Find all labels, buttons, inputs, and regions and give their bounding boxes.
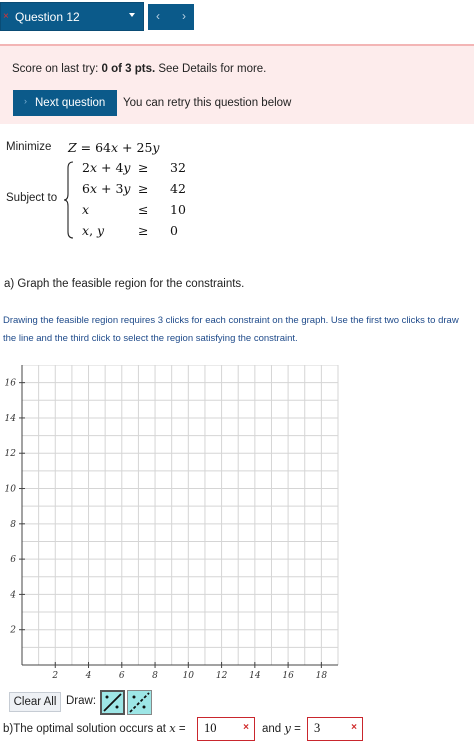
c2-var-y: y xyxy=(123,181,131,196)
chevron-right-icon: › xyxy=(24,96,27,106)
part-b-y-var: y xyxy=(284,721,291,735)
feasible-region-graph[interactable] xyxy=(0,365,474,685)
y-answer-value: 3 xyxy=(314,721,321,735)
x-tick-label: 14 xyxy=(249,671,261,681)
y-tick-label: 2 xyxy=(10,625,16,636)
c1-var-x: x xyxy=(89,160,98,175)
y-tick-label: 14 xyxy=(4,413,16,424)
objective-var: Z xyxy=(68,140,77,155)
c1-op: + xyxy=(97,160,116,175)
c4-rhs: 0 xyxy=(170,223,178,238)
constraint-3 xyxy=(82,202,89,217)
objective-c2: 25 xyxy=(136,140,153,155)
constraint-2 xyxy=(82,181,130,196)
x-tick-label: 12 xyxy=(215,671,228,681)
question-toolbar xyxy=(0,0,474,34)
subject-to-label: Subject to xyxy=(6,192,58,204)
part-b-x-equals: = xyxy=(175,723,186,735)
next-question-label: Next question xyxy=(35,97,106,109)
x-tick-label: 8 xyxy=(152,671,158,681)
next-question-arrow-button[interactable]: › xyxy=(182,9,186,23)
c2-rhs: 42 xyxy=(170,181,186,196)
y-tick-label: 6 xyxy=(10,555,16,566)
score-prefix: Score on last try: xyxy=(12,63,102,75)
question-select-label: Question 12 xyxy=(15,10,80,24)
objective-function xyxy=(68,140,159,155)
part-b-prefix: b)The optimal solution occurs at xyxy=(3,723,170,735)
part-b-and: and xyxy=(262,723,285,735)
question-nav xyxy=(148,4,194,30)
x-answer-input[interactable] xyxy=(197,717,255,741)
c1-var-y: y xyxy=(123,160,131,175)
y-tick-label: 12 xyxy=(4,449,16,460)
c3-var-x: x xyxy=(82,202,90,217)
y-tick-label: 16 xyxy=(4,378,16,389)
x-tick-label: 16 xyxy=(282,671,294,681)
y-tick-label: 8 xyxy=(10,519,16,530)
part-b-x-var: x xyxy=(169,721,176,735)
incorrect-icon: × xyxy=(351,722,357,733)
score-value: 0 of 3 pts. xyxy=(101,63,156,75)
x-tick-label: 2 xyxy=(52,671,59,681)
incorrect-status-icon: × xyxy=(3,11,9,22)
score-text xyxy=(12,63,266,75)
retry-message: You can retry this question below xyxy=(123,97,292,109)
score-suffix: See Details for more. xyxy=(155,63,267,75)
constraint-brace xyxy=(63,160,75,240)
c4-var-x: x xyxy=(82,223,90,238)
c4-relation: ≥ xyxy=(138,223,149,238)
c2-coef-x: 6 xyxy=(82,181,90,196)
c1-relation: ≥ xyxy=(138,160,149,175)
objective-c1: 64 xyxy=(95,140,112,155)
caret-down-icon xyxy=(129,13,135,17)
part-b-and-label xyxy=(262,721,301,735)
part-b-prompt xyxy=(3,721,186,735)
x-tick-label: 6 xyxy=(118,671,125,681)
y-tick-label: 4 xyxy=(10,590,16,601)
question-select[interactable] xyxy=(0,2,144,31)
c1-coef-y: 4 xyxy=(115,160,124,175)
c3-rhs: 10 xyxy=(170,202,186,217)
c1-rhs: 32 xyxy=(170,160,186,175)
next-question-button[interactable] xyxy=(13,90,117,116)
objective-v2: y xyxy=(152,140,160,155)
clear-all-button[interactable]: Clear All xyxy=(9,692,61,712)
line-tool-icon[interactable] xyxy=(100,690,125,715)
part-b-y-equals: = xyxy=(290,723,301,735)
x-tick-label: 10 xyxy=(182,671,195,681)
c2-coef-y: 3 xyxy=(115,181,124,196)
c2-var-x: x xyxy=(89,181,98,196)
score-panel xyxy=(0,44,474,124)
c2-relation: ≥ xyxy=(138,181,149,196)
incorrect-icon: × xyxy=(243,722,249,733)
x-answer-value: 10 xyxy=(204,721,217,735)
dashed-line-tool-icon[interactable] xyxy=(127,690,152,715)
objective-eq: = xyxy=(76,140,96,155)
x-tick-label: 18 xyxy=(315,671,328,681)
objective-v1: x xyxy=(111,140,119,155)
graph-instructions: Drawing the feasible region requires 3 clicks for each constraint on the graph. Use the first two clicks to draw the line and the third click to select the region satisfying the constraint. xyxy=(3,315,459,344)
draw-label: Draw: xyxy=(66,695,97,707)
constraint-1 xyxy=(82,160,130,175)
y-answer-input[interactable] xyxy=(307,717,363,741)
c4-var-y: y xyxy=(97,223,105,238)
part-a-prompt: a) Graph the feasible region for the constraints. xyxy=(4,278,245,290)
c2-op: + xyxy=(97,181,116,196)
constraint-4 xyxy=(82,223,104,238)
c4-sep: , xyxy=(89,223,98,238)
minimize-label: Minimize xyxy=(6,141,52,153)
y-tick-label: 10 xyxy=(4,484,16,495)
prev-question-button[interactable]: ‹ xyxy=(156,9,160,23)
c1-coef-x: 2 xyxy=(82,160,90,175)
x-tick-label: 4 xyxy=(85,671,92,681)
c3-relation: ≤ xyxy=(138,202,149,217)
objective-plus: + xyxy=(118,140,137,155)
